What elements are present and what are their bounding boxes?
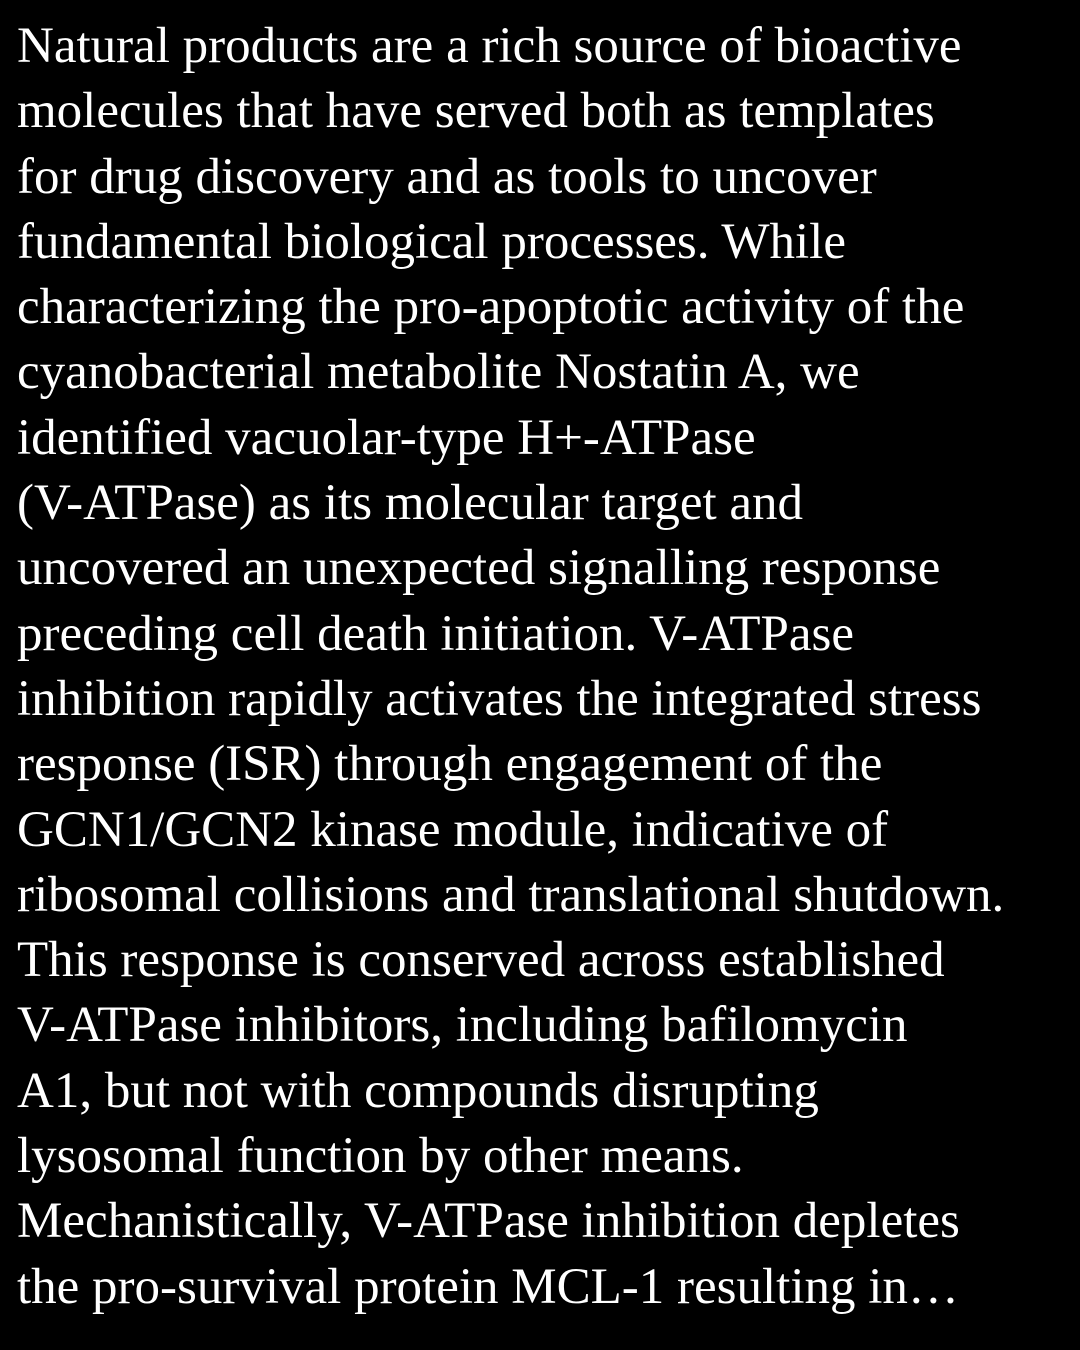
abstract-line: for drug discovery and as tools to uncover [17, 148, 877, 205]
abstract-line: preceding cell death initiation. V-ATPase [17, 605, 855, 662]
abstract-line: This response is conserved across established [17, 932, 945, 989]
abstract-line: identified vacuolar-type H+-ATPase [17, 409, 756, 466]
abstract-line: lysosomal function by other means. [17, 1128, 744, 1185]
abstract-line: uncovered an unexpected signalling response [17, 540, 941, 597]
abstract-text [17, 14, 1077, 1320]
abstract-line: the pro-survival protein MCL-1 resulting in… [17, 1258, 959, 1315]
abstract-line: cyanobacterial metabolite Nostatin A, we [17, 344, 860, 401]
abstract-line: (V-ATPase) as its molecular target and [17, 475, 804, 532]
abstract-line: Natural products are a rich source of bioactive [17, 18, 962, 74]
abstract-line: molecules that have served both as templates [17, 83, 935, 140]
abstract-line: V-ATPase inhibitors, including bafilomycin [17, 997, 908, 1054]
abstract-line: characterizing the pro-apoptotic activity of the [17, 279, 965, 336]
abstract-line: inhibition rapidly activates the integrated stress [17, 670, 982, 727]
abstract-line: A1, but not with compounds disrupting [17, 1062, 819, 1119]
abstract-line: Mechanistically, V-ATPase inhibition depletes [17, 1193, 960, 1250]
abstract-line: fundamental biological processes. While [17, 213, 846, 270]
abstract-line: GCN1/GCN2 kinase module, indicative of [17, 801, 889, 858]
abstract-line: ribosomal collisions and translational shutdown. [17, 866, 1005, 923]
abstract-line: response (ISR) through engagement of the [17, 736, 883, 793]
